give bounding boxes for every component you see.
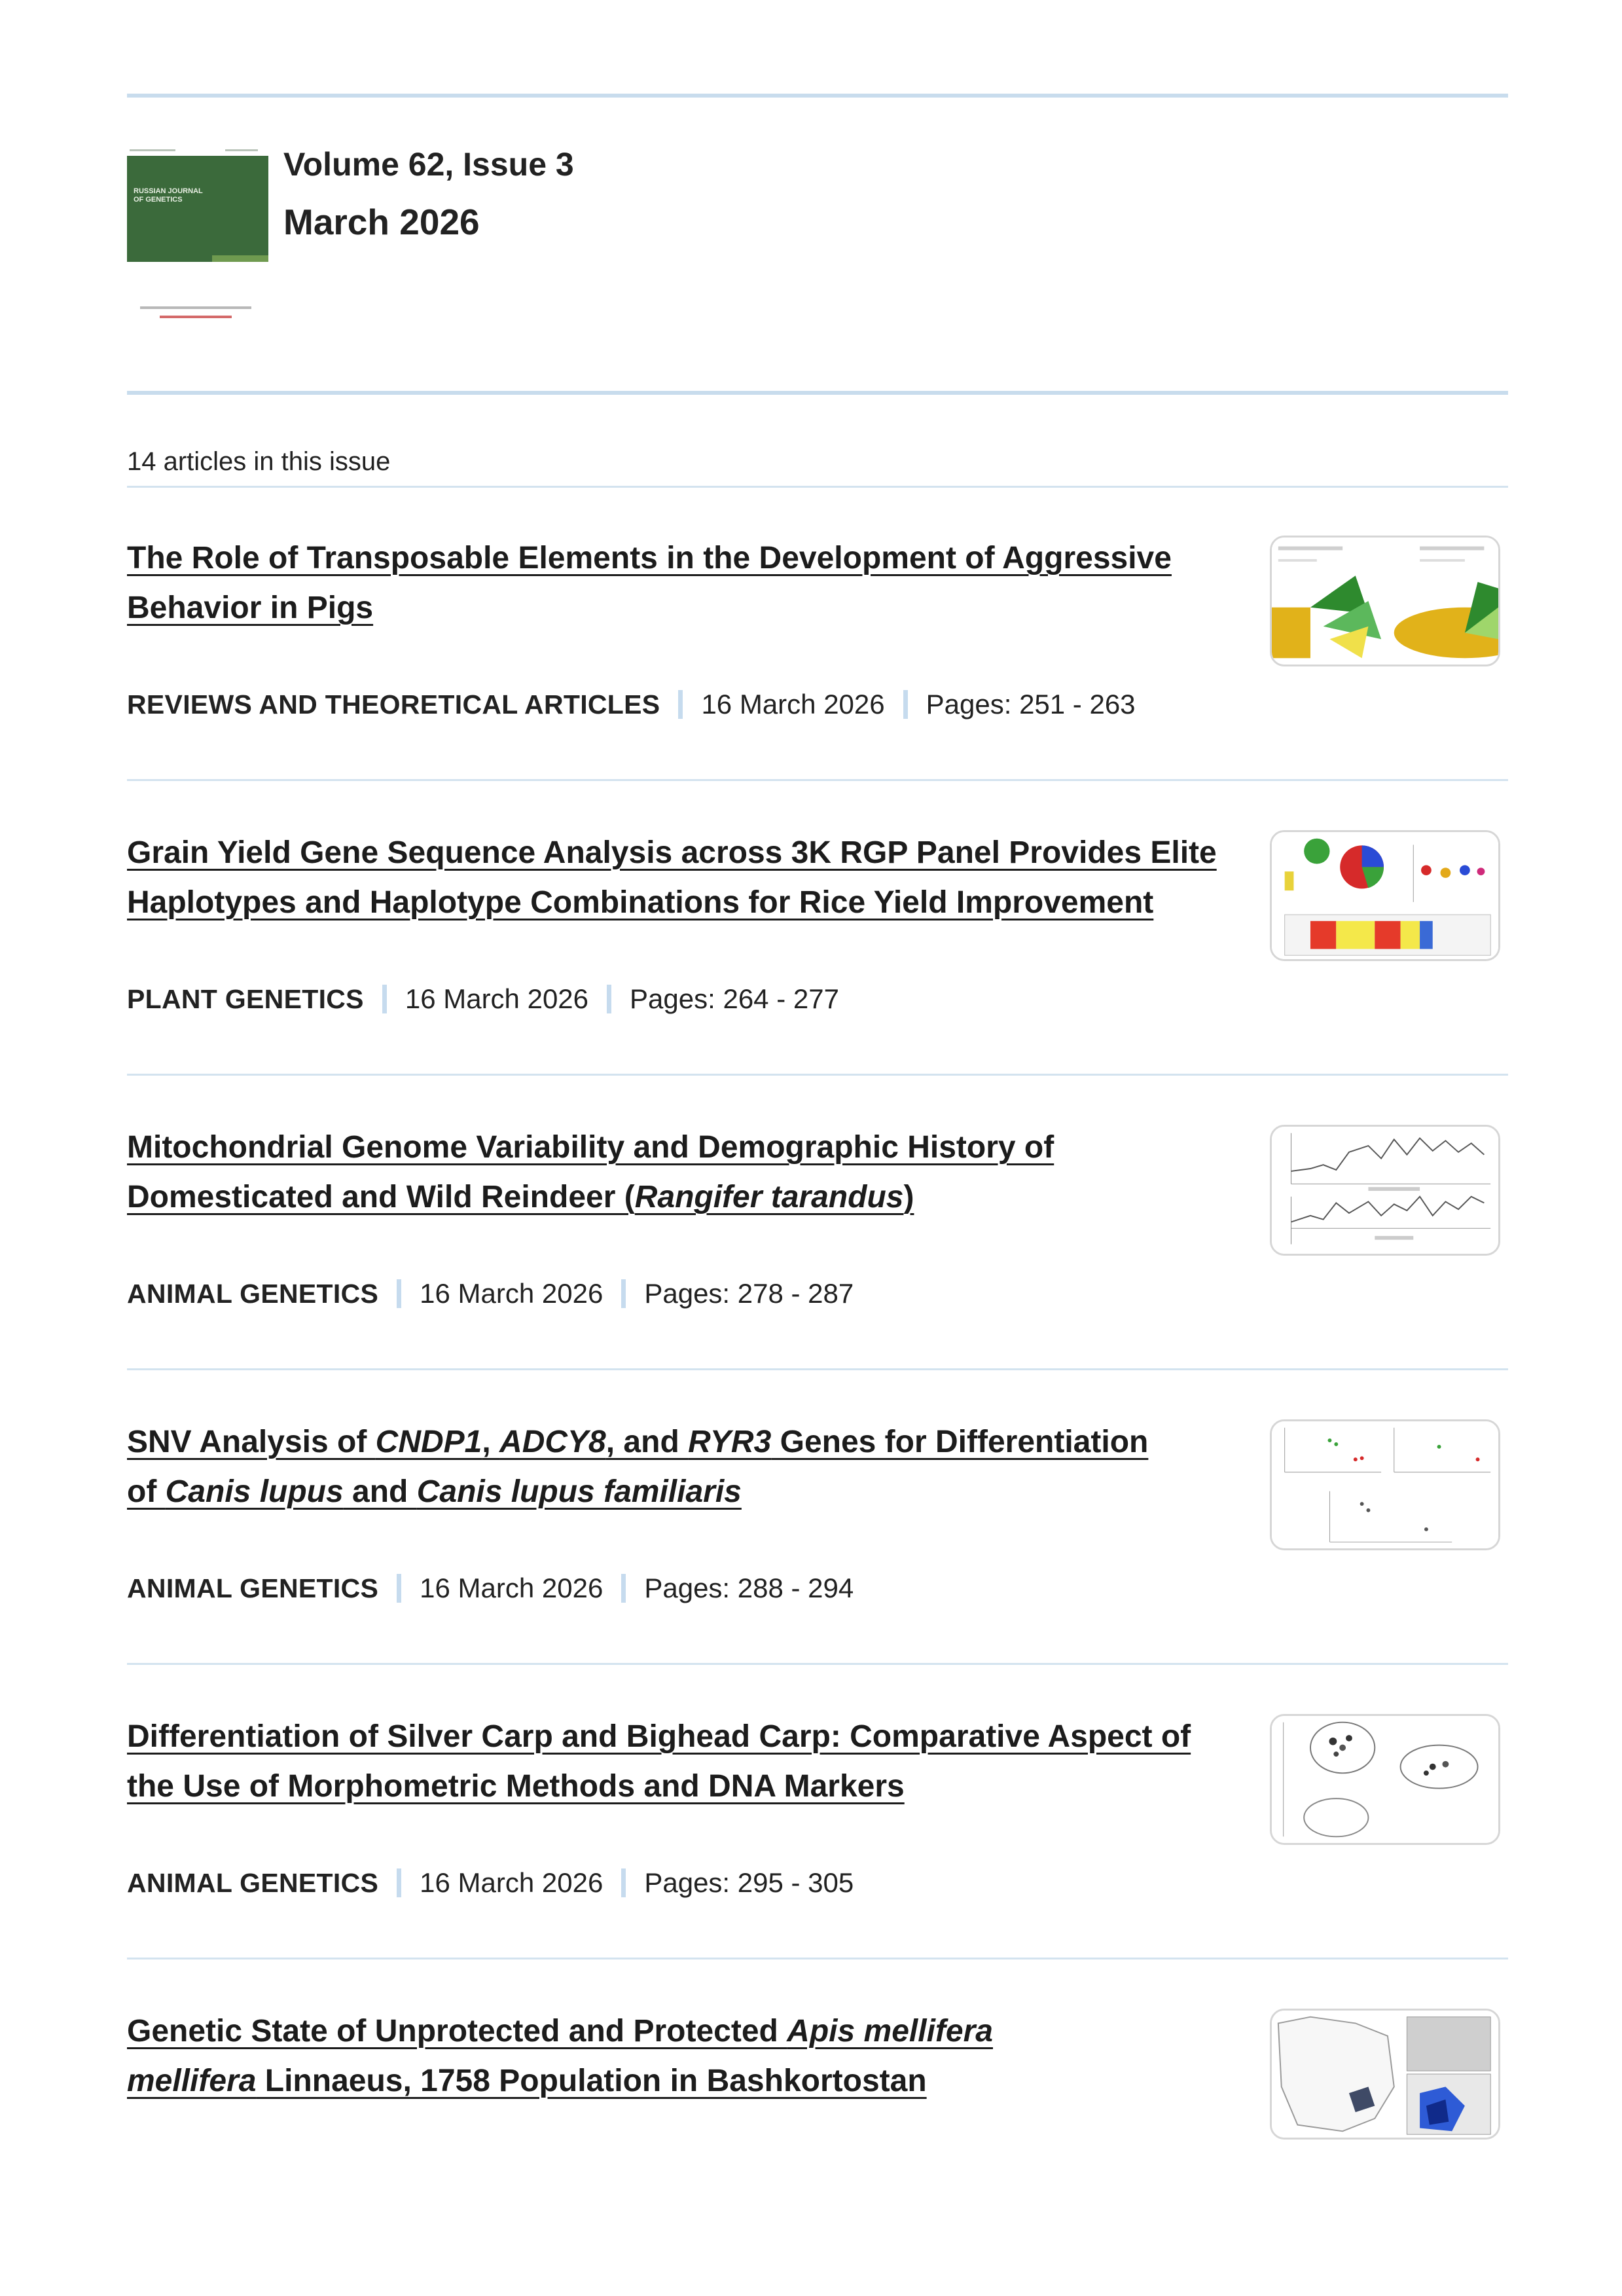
- article-divider: [127, 1958, 1508, 1959]
- article-title-6[interactable]: Genetic State of Unprotected and Protected Apis mellifera mellifera Linnaeus, 1758 Population in Bashkortostan: [127, 2014, 993, 2098]
- meta-separator: [903, 690, 908, 719]
- article-date: 16 March 2026: [420, 1867, 604, 1898]
- meta-separator: [397, 1574, 401, 1603]
- article-date: 16 March 2026: [405, 983, 589, 1014]
- cover-band: [127, 156, 268, 262]
- volume-issue-label: Volume 62, Issue 3: [283, 146, 574, 183]
- article-category: REVIEWS AND THEORETICAL ARTICLES: [127, 689, 660, 720]
- article-pages: Pages: 288 - 294: [644, 1573, 854, 1603]
- cover-journal-title: RUSSIAN JOURNAL OF GENETICS: [134, 187, 203, 204]
- article-meta-5: [127, 1867, 854, 1899]
- cluster-plot-thumbnail[interactable]: [1270, 1714, 1500, 1845]
- article-category: PLANT GENETICS: [127, 983, 364, 1014]
- article-date: 16 March 2026: [701, 689, 885, 720]
- article-pages: Pages: 251 - 263: [926, 689, 1136, 720]
- article-divider: [127, 1663, 1508, 1665]
- article-pages: Pages: 278 - 287: [644, 1278, 854, 1309]
- article-count: 14 articles in this issue: [127, 447, 391, 476]
- article-category: ANIMAL GENETICS: [127, 1278, 379, 1309]
- meta-separator: [621, 1279, 626, 1308]
- header-bottom-rule: [127, 391, 1508, 395]
- article-title-5[interactable]: Differentiation of Silver Carp and Bighead Carp: Comparative Aspect of the Use of Morphometric Methods and DNA Markers: [127, 1719, 1191, 1804]
- journal-cover-image[interactable]: [127, 156, 268, 333]
- cover-publisher-logo: [140, 301, 251, 321]
- meta-separator: [678, 690, 683, 719]
- article-divider: [127, 779, 1508, 781]
- article-title-3[interactable]: Mitochondrial Genome Variability and Demographic History of Domesticated and Wild Reindeer (Rangifer tarandus): [127, 1130, 1054, 1214]
- meta-separator: [621, 1574, 626, 1603]
- article-date: 16 March 2026: [420, 1573, 604, 1603]
- count-divider: [127, 486, 1508, 488]
- article-meta-2: [127, 983, 839, 1015]
- article-divider: [127, 1368, 1508, 1370]
- article-title-2[interactable]: Grain Yield Gene Sequence Analysis across 3K RGP Panel Provides Elite Haplotypes and Haplotype Combinations for Rice Yield Improvement: [127, 835, 1217, 920]
- article-title-4[interactable]: SNV Analysis of CNDP1, ADCY8, and RYR3 Genes for Differentiation of Canis lupus and Canis lupus familiaris: [127, 1425, 1149, 1509]
- meta-separator: [382, 985, 387, 1013]
- map-thumbnail[interactable]: [1270, 2009, 1500, 2140]
- meta-separator: [607, 985, 611, 1013]
- scatter-plot-thumbnail[interactable]: [1270, 1419, 1500, 1550]
- line-plot-thumbnail[interactable]: [1270, 1125, 1500, 1256]
- cover-strip: [212, 255, 268, 262]
- top-rule: [127, 94, 1508, 98]
- article-divider: [127, 1074, 1508, 1076]
- haplotype-figure-thumbnail[interactable]: [1270, 830, 1500, 961]
- article-pages: Pages: 295 - 305: [644, 1867, 854, 1898]
- article-meta-3: [127, 1278, 854, 1309]
- article-meta-1: [127, 689, 1136, 720]
- meta-separator: [621, 1868, 626, 1897]
- article-title-1[interactable]: The Role of Transposable Elements in the Development of Aggressive Behavior in Pigs: [127, 541, 1172, 625]
- issue-date: March 2026: [283, 202, 480, 242]
- article-category: ANIMAL GENETICS: [127, 1867, 379, 1898]
- article-pages: Pages: 264 - 277: [630, 983, 839, 1014]
- pie-chart-thumbnail[interactable]: [1270, 536, 1500, 666]
- article-date: 16 March 2026: [420, 1278, 604, 1309]
- meta-separator: [397, 1279, 401, 1308]
- cover-top-text: [127, 149, 268, 155]
- article-meta-4: [127, 1573, 854, 1604]
- meta-separator: [397, 1868, 401, 1897]
- article-category: ANIMAL GENETICS: [127, 1573, 379, 1603]
